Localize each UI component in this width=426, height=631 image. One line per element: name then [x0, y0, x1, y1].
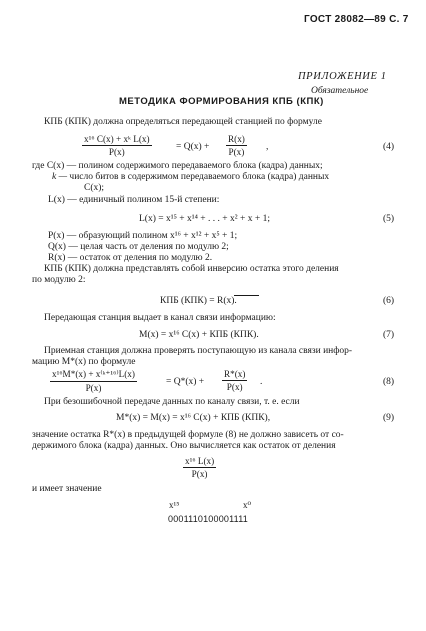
eq8-remainder-fraction — [222, 369, 247, 392]
paragraph-receive-l2: мацию M*(x) по формуле — [32, 357, 136, 367]
eq10-numerator: x¹⁶ L(x) — [185, 456, 215, 466]
eq4-fraction — [82, 134, 152, 157]
section-title: МЕТОДИКА ФОРМИРОВАНИЯ КПБ (КПК) — [119, 96, 324, 107]
def-k-cont: C(x); — [84, 183, 105, 193]
eq5-number: (5) — [383, 214, 395, 224]
eq8-denominator: P(x) — [85, 383, 102, 393]
appendix-subtitle: Обязательное — [311, 86, 369, 96]
def-r-symbol: R(x) — — [48, 253, 78, 263]
eq8-remainder-denominator: P(x) — [226, 382, 243, 392]
def-q-symbol: Q(x) — — [48, 242, 78, 252]
page-header: ГОСТ 28082—89 С. 7 — [304, 14, 409, 25]
def-l-text: единичный полином 15-й степени: — [79, 195, 220, 205]
paragraph-inversion-l1: КПБ (КПК) должна представлять собой инверсию остатка этого деления — [44, 264, 339, 274]
eq9-number: (9) — [383, 413, 395, 423]
eq4-tail: , — [266, 142, 269, 152]
eq4-numerator: x¹⁶ C(x) + xᵏ L(x) — [84, 134, 150, 144]
eq8-fraction — [50, 369, 137, 393]
eq4-denominator: P(x) — [108, 147, 125, 157]
paragraph-transmit: Передающая станция выдает в канал связи информацию: — [44, 313, 276, 323]
eq8-middle: = Q*(x) + — [166, 377, 205, 387]
def-l-symbol: L(x) — — [48, 195, 77, 205]
paragraph-errorfree: При безошибочной передаче данных по каналу связи, т. е. если — [44, 397, 300, 407]
equation-7: M(x) = x¹⁶ C(x) + КПБ (КПК). — [139, 330, 259, 340]
eq6-overline — [234, 295, 259, 296]
remainder-lsb-label: x⁰ — [243, 500, 252, 510]
eq8-number: (8) — [383, 377, 395, 387]
eq10-fraction — [183, 456, 216, 479]
paragraph-value: и имеет значение — [32, 484, 102, 494]
eq8-numerator: x¹⁶M*(x) + x⁽ᵏ⁺¹⁶⁾L(x) — [50, 369, 137, 382]
def-p — [48, 231, 237, 243]
def-p-symbol: P(x) — — [48, 231, 77, 241]
def-p-text: образующий полином x¹⁶ + x¹² + x⁵ + 1; — [78, 231, 238, 241]
appendix-title: ПРИЛОЖЕНИЕ 1 — [298, 71, 387, 82]
def-l — [48, 195, 219, 207]
paragraph-remainder-l2: держимого блока (кадра) данных. Оно вычисляется как остаток от деления — [32, 441, 336, 451]
def-k-text: число битов в содержимом передаваемого блока (кадра) данных — [69, 172, 330, 182]
def-k — [52, 172, 329, 184]
equation-9: M*(x) = M(x) = x¹⁶ C(x) + КПБ (КПК), — [116, 413, 271, 423]
def-k-symbol: k — — [52, 172, 68, 182]
eq10-denominator: P(x) — [191, 469, 208, 479]
paragraph-remainder-l1: значение остатка R*(x) в предыдущей формуле (8) не должно зависеть от со- — [32, 430, 344, 440]
eq8-remainder-numerator: R*(x) — [224, 369, 246, 379]
eq4-remainder-denominator: P(x) — [228, 147, 245, 157]
eq4-middle: = Q(x) + — [176, 142, 210, 152]
paragraph-inversion-l2: по модулю 2: — [32, 275, 86, 285]
paragraph-intro: КПБ (КПК) должна определяться передающей станцией по формуле — [44, 117, 322, 127]
def-r-text: остаток от деления по модулю 2. — [79, 253, 213, 263]
eq4-remainder-numerator: R(x) — [228, 134, 245, 144]
def-q — [48, 242, 229, 254]
def-c-symbol: где C(x) — — [32, 161, 77, 171]
def-c-text: полином содержимого передаваемого блока (кадра) данных; — [78, 161, 323, 171]
remainder-bits: 0001110100001111 — [168, 514, 248, 524]
def-q-text: целая часть от деления по модулю 2; — [80, 242, 229, 252]
remainder-msb-label: x¹⁵ — [169, 500, 180, 510]
eq6-number: (6) — [383, 296, 395, 306]
def-r — [48, 253, 212, 265]
paragraph-receive-l1: Приемная станция должна проверять поступающую из канала связи инфор- — [44, 346, 353, 356]
eq7-number: (7) — [383, 330, 395, 340]
eq4-remainder-fraction — [226, 134, 247, 157]
equation-5: L(x) = x¹⁵ + x¹⁴ + . . . + x² + x + 1; — [139, 214, 270, 224]
eq4-number: (4) — [383, 142, 395, 152]
equation-6: КПБ (КПК) = R(x). — [160, 296, 237, 306]
eq8-tail: . — [260, 377, 263, 387]
def-c — [32, 161, 323, 173]
